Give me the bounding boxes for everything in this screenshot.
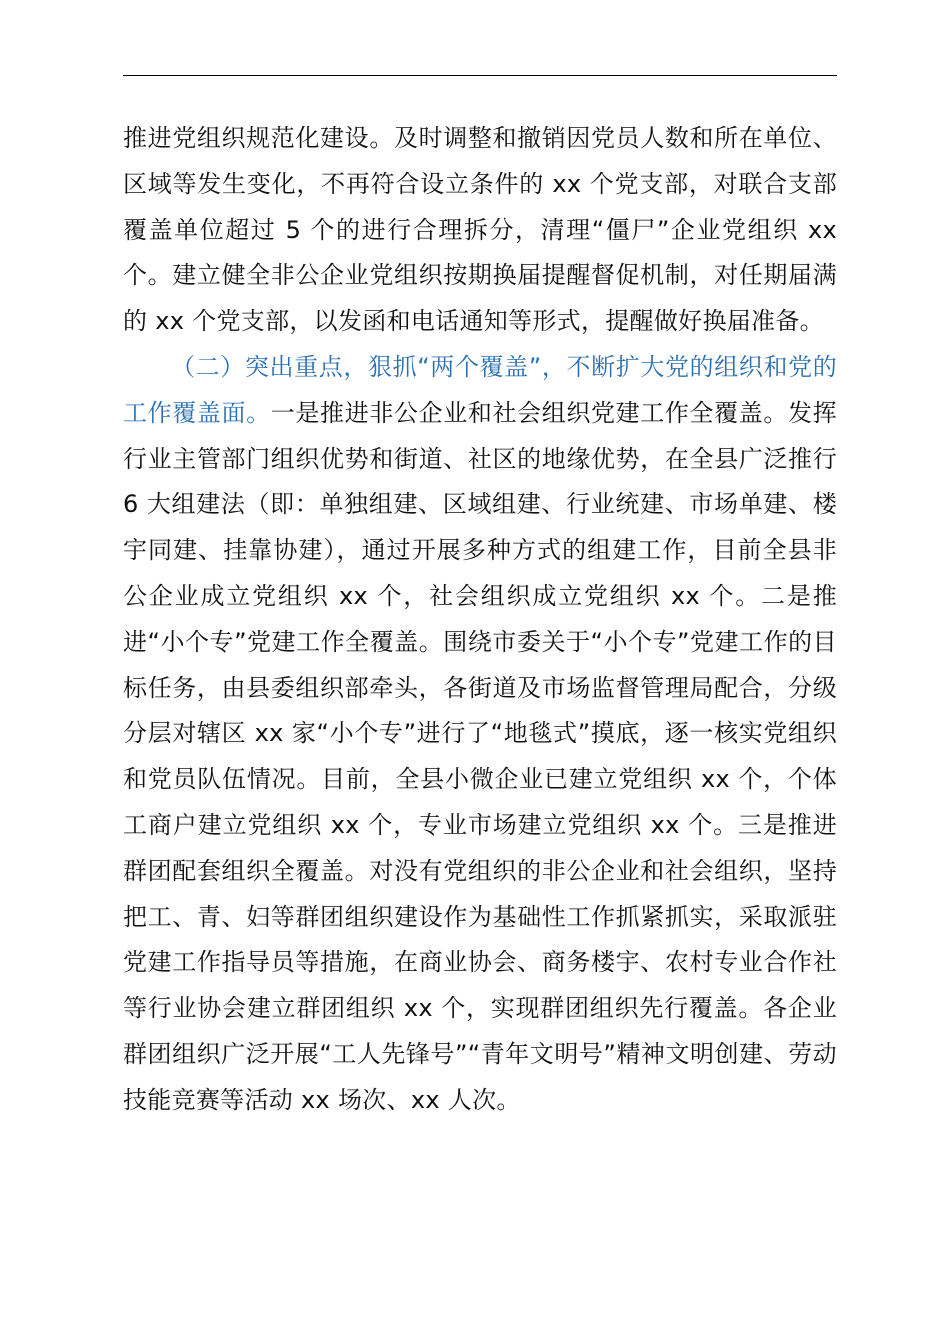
paragraph-2-body: 一是推进非公企业和社会组织党建工作全覆盖。发挥行业主管部门组织优势和街道、社区的地缘优势，在全县广泛推行 6 大组建法（即：单独组建、区域组建、行业统建、市场单建、楼宇同建、挂靠协建），通过开展多种方式的组建工作，目前全县非公企业成立党组织 xx 个，社会组织成立党组织 xx 个。二是推进“小个专”党建工作全覆盖。围绕市委关于“小个专”党建工作的目标任务，由县委组织部牵头，各街道及市场监督管理局配合，分级分层对辖区 xx 家“小个专”进行了“地毯式”摸底，逐一核实党组织和党员队伍情况。目前，全县小微企业已建立党组织 xx 个，个体工商户建立党组织 xx 个，专业市场建立党组织 xx 个。三是推进群团配套组织全覆盖。对没有党组织的非公企业和社会组织，坚持把工、青、妇等群团组织建设作为基础性工作抓紧抓实，采取派驻党建工作指导员等措施，在商业协会、商务楼宇、农村专业合作社等行业协会建立群团组织 xx 个，实现群团组织先行覆盖。各企业群团组织广泛开展“工人先锋号”“青年文明号”精神文明创建、劳动技能竞赛等活动 xx 场次、xx 人次。 (123, 398, 837, 1114)
paragraph-1: 推进党组织规范化建设。及时调整和撤销因党员人数和所在单位、区域等发生变化，不再符合设立条件的 xx 个党支部，对联合支部覆盖单位超过 5 个的进行合理拆分，清理“僵尸”企业党组织 xx 个。建立健全非公企业党组织按期换届提醒督促机制，对任期届满的 xx 个党支部，以发函和电话通知等形式，提醒做好换届准备。 (123, 124, 837, 336)
paragraph-2 (123, 345, 837, 1124)
header-rule (123, 75, 837, 76)
document-body (123, 116, 837, 1124)
section-heading: （二）突出重点，狠抓“两个覆盖”，不断扩大党的组织和党的工作覆盖面。 (123, 352, 837, 427)
